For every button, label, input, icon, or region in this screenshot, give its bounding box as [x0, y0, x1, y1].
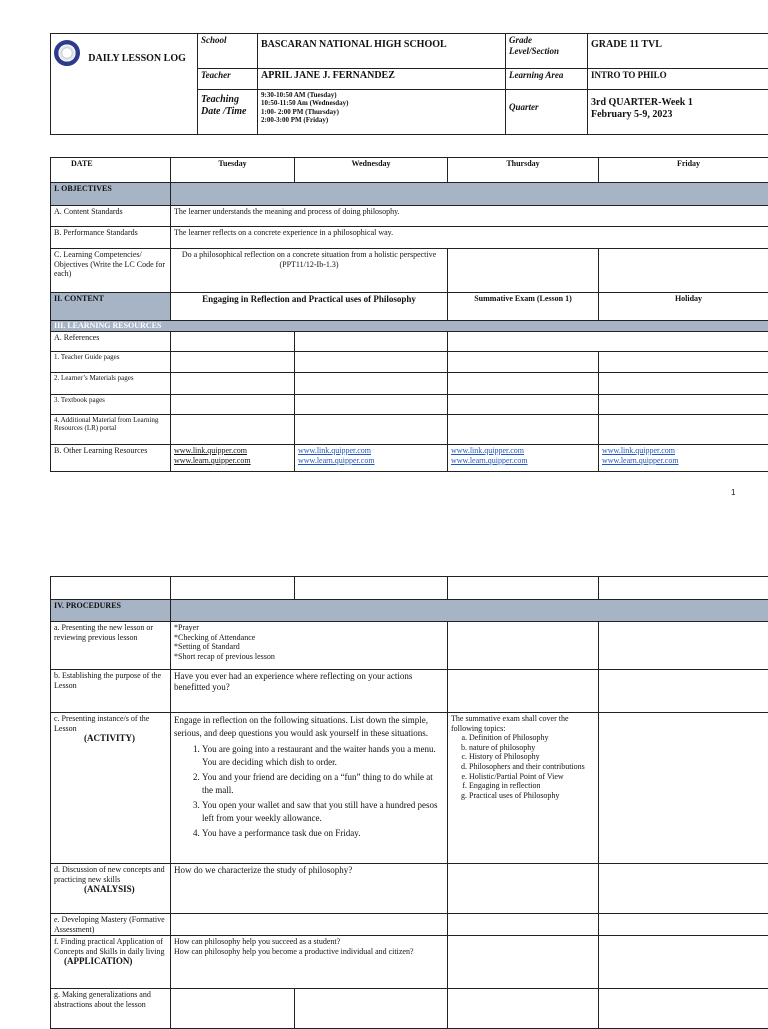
empty-cell	[171, 577, 295, 600]
quarter-cell	[588, 90, 768, 135]
empty-cell	[599, 864, 768, 914]
empty-cell	[599, 415, 768, 445]
performance-standards-text: The learner reflects on a concrete experience in a philosophical way.	[171, 227, 768, 249]
application-q1: How can philosophy help you succeed as a student?	[174, 937, 444, 947]
empty-cell	[448, 989, 599, 1029]
objectives-bar	[171, 183, 768, 206]
teacher-value: APRIL JANE J. FERNANDEZ	[258, 69, 506, 90]
exam-topic: b. nature of philosophy	[469, 743, 595, 753]
links-wednesday	[295, 445, 448, 472]
time-1: 9:30-10:50 AM (Tuesday)	[261, 91, 502, 99]
link-quipper[interactable]: www.link.quipper.com	[602, 446, 768, 456]
empty-cell	[599, 395, 768, 415]
activity-list	[174, 743, 444, 840]
content-standards-text: The learner understands the meaning and process of doing philosophy.	[171, 206, 768, 227]
item-recap: *Short recap of previous lesson	[174, 652, 444, 662]
quarter-value: 3rd QUARTER-Week 1	[591, 97, 768, 109]
generalization-label: g. Making generalizations and abstractions about the lesson	[51, 989, 171, 1029]
empty-cell	[448, 670, 599, 713]
empty-cell	[448, 914, 599, 936]
activity-label: c. Presenting instance/s of the Lesson	[54, 714, 149, 733]
empty-cell	[171, 373, 295, 395]
area-value: INTRO TO PHILO	[588, 69, 768, 90]
day-wednesday: Wednesday	[295, 158, 448, 183]
school-label: School	[198, 34, 258, 69]
empty-cell	[599, 249, 768, 293]
activity-label-cell	[51, 713, 171, 864]
competencies-text: Do a philosophical reflection on a concrete situation from a holistic perspective	[174, 250, 444, 260]
learn-quipper[interactable]: www.learn.quipper.com	[174, 456, 291, 466]
empty-cell	[171, 395, 295, 415]
analysis-tag: (ANALYSIS)	[54, 884, 167, 895]
empty-cell	[448, 352, 599, 373]
empty-cell	[171, 415, 295, 445]
lesson-table-page1	[50, 157, 768, 472]
area-label: Learning Area	[506, 69, 588, 90]
exam-topic: d. Philosophers and their contributions	[469, 762, 595, 772]
school-value: BASCARAN NATIONAL HIGH SCHOOL	[258, 34, 506, 69]
content-header: II. CONTENT	[51, 293, 171, 321]
content-standards-label: A. Content Standards	[51, 206, 171, 227]
competencies-cell	[171, 249, 448, 293]
empty-cell	[295, 332, 448, 352]
header-table	[50, 33, 768, 135]
link-quipper[interactable]: www.link.quipper.com	[298, 446, 444, 456]
exam-cell	[448, 713, 599, 864]
empty-cell	[171, 914, 448, 936]
empty-cell	[51, 577, 171, 600]
links-thursday	[448, 445, 599, 472]
situation-4: 4. You have a performance task due on Friday.	[202, 827, 444, 840]
empty-cell	[599, 936, 768, 989]
procedures-bar	[171, 600, 768, 622]
exam-topic: c. History of Philosophy	[469, 752, 595, 762]
empty-cell	[599, 713, 768, 864]
times-cell	[258, 90, 506, 135]
day-tuesday: Tuesday	[171, 158, 295, 183]
exam-topic: f. Engaging in reflection	[469, 781, 595, 791]
purpose-text: Have you ever had an experience where reflecting on your actions benefitted you?	[171, 670, 448, 713]
exam-topic: a. Definition of Philosophy	[469, 733, 595, 743]
empty-cell	[599, 989, 768, 1029]
links-tuesday	[171, 445, 295, 472]
content-thursday: Summative Exam (Lesson 1)	[448, 293, 599, 321]
item-attendance: *Checking of Attendance	[174, 633, 444, 643]
lesson-table-page2	[50, 576, 768, 1029]
empty-cell	[448, 373, 599, 395]
situation-1: 1. You are going into a restaurant and the waiter hands you a menu. You are deciding which dish to order.	[202, 743, 444, 769]
application-label: f. Finding practical Application of Concepts and Skills in daily living	[54, 937, 164, 956]
references-label: A. References	[51, 332, 171, 352]
link-quipper[interactable]: www.link.quipper.com	[451, 446, 595, 456]
application-tag: (APPLICATION)	[54, 956, 167, 967]
dates-value: February 5-9, 2023	[591, 109, 768, 121]
time-label: Teaching Date /Time	[198, 90, 258, 135]
exam-topic-list	[451, 733, 595, 800]
logo-cell	[51, 34, 198, 135]
empty-cell	[448, 577, 599, 600]
teacher-label: Teacher	[198, 69, 258, 90]
links-friday	[599, 445, 768, 472]
link-quipper[interactable]: www.link.quipper.com	[174, 446, 291, 456]
competencies-label: C. Learning Competencies/ Objectives (Write the LC Code for each)	[51, 249, 171, 293]
empty-cell	[295, 352, 448, 373]
application-label-cell	[51, 936, 171, 989]
empty-cell	[599, 622, 768, 670]
situation-2: 2. You and your friend are deciding on a “fun” thing to do while at the mall.	[202, 771, 444, 797]
empty-cell	[295, 415, 448, 445]
time-4: 2:00-3:00 PM (Friday)	[261, 116, 502, 124]
learn-quipper[interactable]: www.learn.quipper.com	[602, 456, 768, 466]
empty-cell	[599, 577, 768, 600]
empty-cell	[171, 352, 295, 373]
situation-3: 3. You open your wallet and saw that you still have a hundred pesos left from your weekly allowance.	[202, 799, 444, 825]
activity-intro: Engage in reflection on the following situations. List down the simple, serious, and deep questions you would ask yourself in these situations.	[174, 714, 444, 740]
empty-cell	[171, 332, 295, 352]
time-3: 1:00- 2:00 PM (Thursday)	[261, 108, 502, 116]
log-title: DAILY LESSON LOG	[88, 53, 186, 64]
empty-cell	[448, 936, 599, 989]
empty-cell	[171, 989, 295, 1029]
empty-cell	[295, 989, 448, 1029]
deped-seal-icon	[54, 40, 80, 66]
day-thursday: Thursday	[448, 158, 599, 183]
performance-standards-label: B. Performance Standards	[51, 227, 171, 249]
empty-cell	[599, 670, 768, 713]
learn-quipper[interactable]: www.learn.quipper.com	[451, 456, 595, 466]
exam-topic: e. Holistic/Partial Point of View	[469, 772, 595, 782]
empty-cell	[448, 249, 599, 293]
purpose-label: b. Establishing the purpose of the Lesson	[51, 670, 171, 713]
procedures-header: IV. PROCEDURES	[51, 600, 171, 622]
empty-cell	[295, 373, 448, 395]
other-resources-label: B. Other Learning Resources	[51, 445, 171, 472]
presenting-lesson-cell	[171, 622, 448, 670]
analysis-text: How do we characterize the study of philosophy?	[171, 864, 448, 914]
empty-cell	[295, 577, 448, 600]
learn-quipper[interactable]: www.learn.quipper.com	[298, 456, 444, 466]
time-2: 10:50-11:50 Am (Wednesday)	[261, 99, 502, 107]
activity-tag: (ACTIVITY)	[54, 733, 167, 744]
empty-cell	[448, 415, 599, 445]
exam-topic: g. Practical uses of Philosophy	[469, 791, 595, 801]
teacher-guide-label: 1. Teacher Guide pages	[51, 352, 171, 373]
grade-value: GRADE 11 TVL	[588, 34, 768, 69]
empty-cell	[599, 914, 768, 936]
exam-intro: The summative exam shall cover the following topics:	[451, 714, 595, 733]
content-main: Engaging in Reflection and Practical uses of Philosophy	[171, 293, 448, 321]
empty-cell	[295, 395, 448, 415]
item-standard: *Setting of Standard	[174, 642, 444, 652]
textbook-label: 3. Textbook pages	[51, 395, 171, 415]
empty-cell	[448, 395, 599, 415]
item-prayer: *Prayer	[174, 623, 444, 633]
mastery-label: e. Developing Mastery (Formative Assessment)	[51, 914, 171, 936]
quarter-label: Quarter	[506, 90, 588, 135]
page-number: 1	[731, 488, 735, 497]
resources-header: III. LEARNING RESOURCES	[51, 321, 768, 332]
content-friday: Holiday	[599, 293, 768, 321]
objectives-header: I. OBJECTIVES	[51, 183, 171, 206]
learner-materials-label: 2. Learner’s Materials pages	[51, 373, 171, 395]
activity-cell	[171, 713, 448, 864]
application-cell	[171, 936, 448, 989]
empty-cell	[599, 373, 768, 395]
empty-cell	[448, 864, 599, 914]
empty-cell	[599, 352, 768, 373]
additional-material-label: 4. Additional Material from Learning Resources (LR) portal	[51, 415, 171, 445]
application-q2: How can philosophy help you become a productive individual and citizen?	[174, 947, 444, 957]
analysis-label: d. Discussion of new concepts and practicing new skills	[54, 865, 165, 884]
presenting-lesson-label: a. Presenting the new lesson or reviewing previous lesson	[51, 622, 171, 670]
grade-label: Grade Level/Section	[506, 34, 588, 69]
empty-cell	[448, 332, 768, 352]
date-header: DATE	[51, 158, 171, 183]
analysis-label-cell	[51, 864, 171, 914]
empty-cell	[448, 622, 599, 670]
day-friday: Friday	[599, 158, 768, 183]
competencies-code: (PPT11/12-Ib-1.3)	[174, 260, 444, 270]
